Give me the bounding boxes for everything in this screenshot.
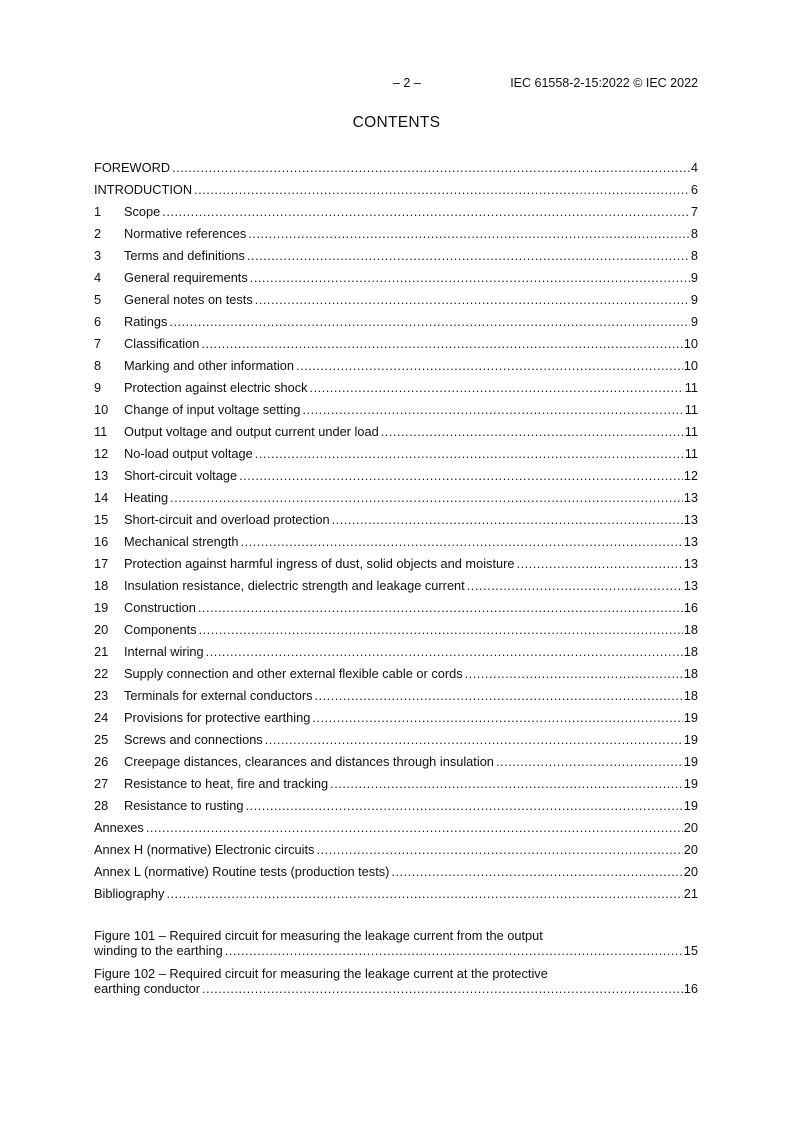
toc-entry[interactable] [94,774,698,796]
toc-entry-label: Insulation resistance, dielectric strength and leakage current [124,578,465,593]
dot-leader [239,468,683,484]
toc-entry-label: Screws and connections [124,732,263,747]
dot-leader [199,622,683,638]
toc-entry-number: 5 [94,292,102,307]
dot-leader [312,710,682,726]
toc-entry[interactable] [94,620,698,642]
toc-entry[interactable] [94,510,698,532]
toc-entry-label: Mechanical strength [124,534,239,549]
list-of-figures [94,928,698,1004]
figure-entry-page: 16 [683,981,698,996]
toc-entry-label: Construction [124,600,196,615]
toc-entry[interactable] [94,576,698,598]
dot-leader [194,182,690,198]
dot-leader [302,402,683,418]
toc-entry-page: 10 [683,358,698,373]
dot-leader [332,512,683,528]
toc-entry-page: 19 [683,776,698,791]
toc-entry-label: Protection against electric shock [124,380,308,395]
toc-entry-label: Short-circuit voltage [124,468,238,483]
dot-leader [496,754,683,770]
toc-entry-number: 25 [94,732,109,747]
dot-leader [265,732,683,748]
figure-caption-line1: Figure 102 – Required circuit for measuring the leakage current at the protective [94,966,548,981]
toc-entry-label: Resistance to rusting [124,798,244,813]
toc-entry[interactable] [94,356,698,378]
toc-entry-number: 22 [94,666,109,681]
toc-entry-number: 1 [94,204,102,219]
toc-entry-label: No-load output voltage [124,446,253,461]
toc-entry-number: 27 [94,776,109,791]
dot-leader [391,864,682,880]
toc-entry[interactable] [94,312,698,334]
toc-entry[interactable] [94,422,698,444]
dot-leader [206,644,683,660]
toc-entry-page: 9 [690,314,698,329]
toc-entry-page: 11 [684,446,698,461]
toc-entry-page: 7 [690,204,698,219]
dot-leader [162,204,690,220]
toc-entry[interactable] [94,180,698,202]
dot-leader [517,556,683,572]
dot-leader [465,666,683,682]
toc-entry-page: 18 [683,688,698,703]
toc-entry-page: 9 [690,292,698,307]
toc-entry-page: 13 [683,490,698,505]
dot-leader [201,336,682,352]
figure-caption-line2: earthing conductor [94,981,200,996]
document-reference: IEC 61558-2-15:2022 © IEC 2022 [510,76,698,90]
toc-entry[interactable] [94,818,698,840]
toc-entry-page: 11 [684,424,698,439]
figure-caption-line1: Figure 101 – Required circuit for measuring the leakage current from the output [94,928,543,943]
figure-caption-line2: winding to the earthing [94,943,223,958]
toc-entry-page: 13 [683,556,698,571]
figure-entry-page: 15 [683,943,698,958]
dot-leader [296,358,683,374]
dot-leader [248,226,690,242]
toc-entry[interactable] [94,664,698,686]
toc-entry-label: Annex L (normative) Routine tests (production tests) [94,864,390,879]
toc-entry-label: Normative references [124,226,247,241]
toc-entry[interactable] [94,488,698,510]
toc-entry[interactable] [94,224,698,246]
toc-entry-page: 20 [683,820,698,835]
toc-entry-number: 10 [94,402,109,417]
figure-entry[interactable] [94,966,698,997]
toc-entry-page: 19 [683,732,698,747]
dot-leader [225,943,683,959]
toc-entry[interactable] [94,862,698,884]
toc-entry-page: 4 [690,160,698,175]
toc-entry-page: 6 [690,182,698,197]
toc-entry-page: 18 [683,622,698,637]
toc-entry-number: 28 [94,798,109,813]
page-title: CONTENTS [352,114,441,131]
toc-entry[interactable] [94,246,698,268]
table-of-contents [94,158,698,906]
dot-leader [255,292,690,308]
toc-entry-number: 18 [94,578,109,593]
toc-entry-number: 3 [94,248,102,263]
toc-entry[interactable] [94,840,698,862]
toc-entry-label: Heating [124,490,169,505]
toc-entry-label: Bibliography [94,886,165,901]
dot-leader [316,842,682,858]
dot-leader [169,314,689,330]
figure-entry[interactable] [94,928,698,959]
toc-entry-label: Provisions for protective earthing [124,710,311,725]
toc-entry[interactable] [94,202,698,224]
toc-entry[interactable] [94,730,698,752]
toc-entry-label: General notes on tests [124,292,253,307]
toc-entry[interactable] [94,796,698,818]
toc-entry-number: 2 [94,226,102,241]
dot-leader [202,981,683,997]
toc-entry-label: Ratings [124,314,168,329]
toc-entry-label: Scope [124,204,161,219]
toc-entry-label: Terms and definitions [124,248,245,263]
toc-entry-number: 23 [94,688,109,703]
toc-entry[interactable] [94,158,698,180]
toc-entry-label: Change of input voltage setting [124,402,301,417]
toc-entry-number: 14 [94,490,109,505]
toc-entry[interactable] [94,290,698,312]
toc-entry-number: 6 [94,314,102,329]
toc-entry-number: 15 [94,512,109,527]
toc-entry-number: 17 [94,556,109,571]
toc-entry-page: 10 [683,336,698,351]
toc-entry-label: Output voltage and output current under load [124,424,379,439]
toc-entry-page: 12 [683,468,698,483]
toc-entry[interactable] [94,884,698,906]
toc-entry[interactable] [94,532,698,554]
dot-leader [381,424,684,440]
toc-entry[interactable] [94,554,698,576]
page-header [94,76,698,92]
toc-entry-label: General requirements [124,270,248,285]
dot-leader [146,820,683,836]
toc-entry-label: Components [124,622,197,637]
dot-leader [170,490,683,506]
toc-entry-label: INTRODUCTION [94,182,193,197]
toc-entry[interactable] [94,268,698,290]
toc-entry-label: Annex H (normative) Electronic circuits [94,842,315,857]
dot-leader [166,886,682,902]
toc-entry-label: Supply connection and other external flexible cable or cords [124,666,463,681]
toc-entry-number: 16 [94,534,109,549]
toc-entry-number: 24 [94,710,109,725]
dot-leader [467,578,683,594]
toc-entry[interactable] [94,378,698,400]
toc-entry-page: 13 [683,534,698,549]
toc-entry-number: 20 [94,622,109,637]
toc-entry-page: 16 [683,600,698,615]
toc-entry-number: 13 [94,468,109,483]
toc-entry-page: 21 [683,886,698,901]
dot-leader [247,248,690,264]
toc-entry-page: 19 [683,710,698,725]
toc-entry-number: 21 [94,644,109,659]
toc-entry-label: Short-circuit and overload protection [124,512,330,527]
toc-entry-number: 9 [94,380,102,395]
toc-entry[interactable] [94,444,698,466]
toc-entry[interactable] [94,708,698,730]
toc-entry-label: Annexes [94,820,144,835]
toc-entry-number: 12 [94,446,109,461]
toc-entry-label: Creepage distances, clearances and distances through insulation [124,754,494,769]
toc-entry-page: 18 [683,666,698,681]
toc-entry-number: 7 [94,336,102,351]
dot-leader [172,160,690,176]
toc-entry-number: 26 [94,754,109,769]
toc-entry-page: 11 [684,402,698,417]
toc-entry-label: Resistance to heat, fire and tracking [124,776,329,791]
toc-entry-page: 11 [684,380,698,395]
toc-entry-number: 4 [94,270,102,285]
dot-leader [314,688,682,704]
toc-entry[interactable] [94,642,698,664]
toc-entry-page: 20 [683,864,698,879]
toc-entry-label: Internal wiring [124,644,204,659]
toc-entry-page: 8 [690,226,698,241]
toc-entry-page: 20 [683,842,698,857]
toc-entry-number: 8 [94,358,102,373]
toc-entry-page: 19 [683,754,698,769]
toc-entry-number: 11 [94,424,108,439]
page-number: – 2 – [393,76,421,90]
toc-entry-label: Terminals for external conductors [124,688,313,703]
dot-leader [241,534,683,550]
dot-leader [246,798,683,814]
toc-entry-page: 13 [683,578,698,593]
toc-entry-label: Marking and other information [124,358,295,373]
toc-entry[interactable] [94,598,698,620]
dot-leader [330,776,683,792]
toc-entry-page: 8 [690,248,698,263]
dot-leader [310,380,684,396]
toc-entry-page: 19 [683,798,698,813]
toc-entry-page: 9 [690,270,698,285]
toc-entry[interactable] [94,334,698,356]
toc-entry-page: 18 [683,644,698,659]
dot-leader [198,600,683,616]
toc-entry[interactable] [94,466,698,488]
toc-entry-label: Protection against harmful ingress of dust, solid objects and moisture [124,556,515,571]
toc-entry-page: 13 [683,512,698,527]
dot-leader [255,446,684,462]
toc-entry[interactable] [94,752,698,774]
toc-entry-label: Classification [124,336,200,351]
toc-entry-label: FOREWORD [94,160,171,175]
toc-entry-number: 19 [94,600,109,615]
dot-leader [250,270,690,286]
toc-entry[interactable] [94,400,698,422]
toc-entry[interactable] [94,686,698,708]
